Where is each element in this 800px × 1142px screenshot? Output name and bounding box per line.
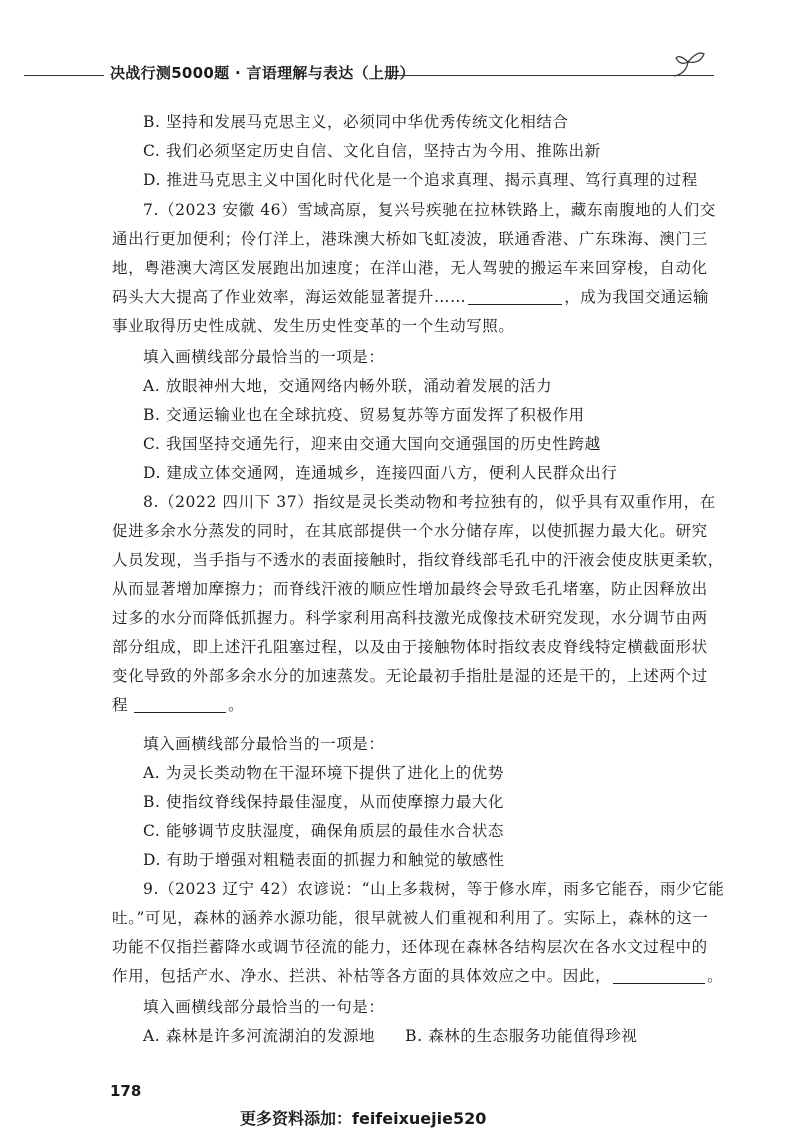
q8-option-c: C. 能够调节皮肤湿度，确保角质层的最佳水合状态 <box>143 822 505 840</box>
q9-answer-blank <box>613 967 705 984</box>
q7-line-4 <box>112 283 710 312</box>
header-rule-right <box>386 75 714 76</box>
q7-line-2: 通出行更加便利；伶仃洋上，港珠澳大桥如飞虹凌波，联通香港、广东珠海、澳门三 <box>112 230 708 248</box>
q9-option-a: A. 森林是许多河流湖泊的发源地 <box>143 1027 376 1045</box>
q8-answer-blank <box>134 696 226 713</box>
page-number: 178 <box>110 1082 142 1100</box>
q8-line-5: 过多的水分而降低抓握力。科学家利用高科技激光成像技术研究发现，水分调节由两 <box>112 609 708 627</box>
q8-line-8-pre: 程 <box>112 696 129 714</box>
header-rule-left <box>24 75 104 76</box>
q9-line-4-pre: 作用，包括产水、净水、拦洪、补枯等各方面的具体效应之中。因此， <box>112 967 612 985</box>
q7-option-c: C. 我国坚持交通先行，迎来由交通大国向交通强国的历史性跨越 <box>143 435 601 453</box>
option-b-prev: B. 坚持和发展马克思主义，必须同中华优秀传统文化相结合 <box>143 113 569 131</box>
book-title: 决战行测5000题 · 言语理解与表达（上册） <box>110 64 415 82</box>
q7-line-1: 7.（2023 安徽 46）雪域高原，复兴号疾驰在拉林铁路上，藏东南腹地的人们交 <box>143 201 716 219</box>
q8-line-3: 人员发现，当手指与不透水的表面接触时，指纹脊线部毛孔中的汗液会使皮肤更柔软， <box>112 551 724 569</box>
q7-line-3: 地，粤港澳大湾区发展跑出加速度；在洋山港，无人驾驶的搬运车来回穿梭，自动化 <box>112 259 708 277</box>
q9-line-2: 吐。”可见，森林的涵养水源功能，很早就被人们重视和利用了。实际上，森林的这一 <box>112 909 709 927</box>
q8-line-8-post: 。 <box>228 696 245 714</box>
q8-line-4: 从而显著增加摩擦力；而脊线汗液的顺应性增加最终会导致毛孔堵塞，防止因释放出 <box>112 580 708 598</box>
option-c-prev: C. 我们必须坚定历史自信、文化自信，坚持古为今用、推陈出新 <box>143 142 601 160</box>
q9-line-4 <box>112 962 724 991</box>
sprout-icon <box>670 44 710 80</box>
q8-line-8 <box>112 691 704 720</box>
q9-line-1: 9.（2023 辽宁 42）农谚说：“山上多栽树，等于修水库，雨多它能吞，雨少它能 <box>143 880 725 898</box>
q7-option-a: A. 放眼神州大地，交通网络内畅外联，涌动着发展的活力 <box>143 377 553 395</box>
q8-option-d: D. 有助于增强对粗糙表面的抓握力和触觉的敏感性 <box>143 851 505 869</box>
q9-line-3: 功能不仅指拦蓄降水或调节径流的能力，还体现在森林各结构层次在各水文过程中的 <box>112 938 708 956</box>
q7-answer-blank <box>468 288 562 305</box>
q8-option-a: A. 为灵长类动物在干湿环境下提供了进化上的优势 <box>143 764 504 782</box>
q8-prompt: 填入画横线部分最恰当的一项是： <box>143 735 385 753</box>
q7-option-b: B. 交通运输业也在全球抗疫、贸易复苏等方面发挥了积极作用 <box>143 406 585 424</box>
running-header <box>24 62 714 90</box>
q8-option-b: B. 使指纹脊线保持最佳湿度，从而使摩擦力最大化 <box>143 793 505 811</box>
q8-line-2: 促进多余水分蒸发的同时，在其底部提供一个水分储存库，以使抓握力最大化。研究 <box>112 522 708 540</box>
q8-line-6: 部分组成，即上述汗孔阻塞过程，以及由于接触物体时指纹表皮脊线特定横截面形状 <box>112 638 708 656</box>
q7-line-5: 事业取得历史性成就、发生历史性变革的一个生动写照。 <box>112 317 515 335</box>
footer-note: 更多资料添加：feifeixuejie520 <box>240 1109 487 1128</box>
q9-option-b: B. 森林的生态服务功能值得珍视 <box>405 1027 638 1045</box>
q9-options-row <box>143 1022 704 1051</box>
q7-option-d: D. 建成立体交通网，连通城乡，连接四面八方，便利人民群众出行 <box>143 464 618 482</box>
q7-line-4-pre: 码头大大提高了作业效率，海运效能显著提升…… <box>112 288 467 306</box>
q8-line-1: 8.（2022 四川下 37）指纹是灵长类动物和考拉独有的，似乎具有双重作用，在 <box>143 493 716 511</box>
q8-line-7: 变化导致的外部多余水分的加速蒸发。无论最初手指肚是湿的还是干的，上述两个过 <box>112 667 708 685</box>
q7-prompt: 填入画横线部分最恰当的一项是： <box>143 348 385 366</box>
q7-line-4-post: ，成为我国交通运输 <box>564 288 710 306</box>
q9-line-4-post: 。 <box>707 967 724 985</box>
option-d-prev: D. 推进马克思主义中国化时代化是一个追求真理、揭示真理、笃行真理的过程 <box>143 171 698 189</box>
q9-prompt: 填入画横线部分最恰当的一句是： <box>143 998 385 1016</box>
